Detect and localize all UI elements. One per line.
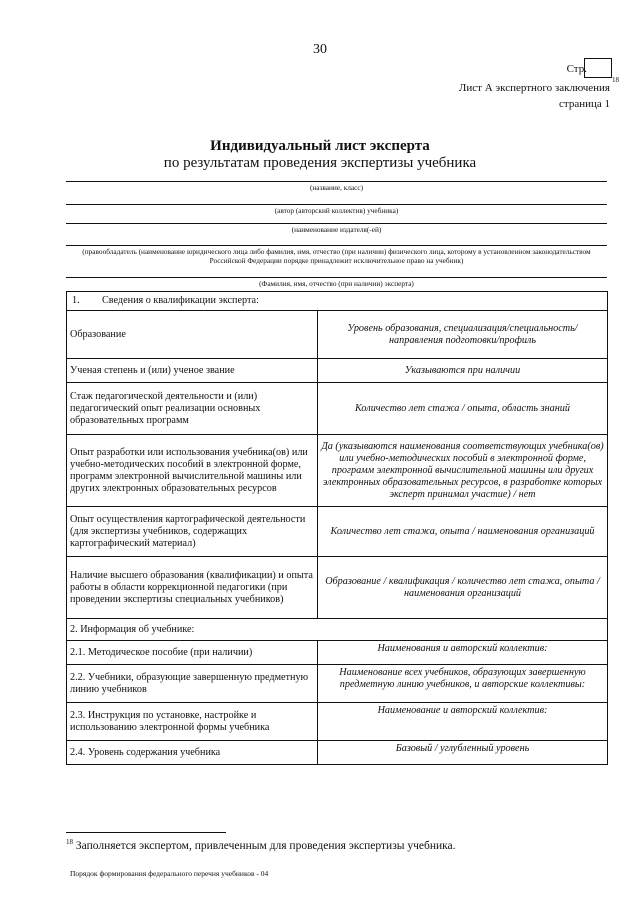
section2-header: 2. Информация об учебнике:	[67, 619, 608, 641]
footnote-mark: 18	[66, 838, 73, 846]
field-line-author	[66, 204, 607, 205]
row-label: Опыт осуществления картографической деятельности (для экспертизы учебников, содержащих картографический материал)	[67, 507, 318, 557]
caption-rights-holder: (правообладатель (наименование юридического лица либо фамилия, имя, отчество (при наличии) физического лица, которому в установленном законодательством Российской Федерации порядке принадлежит исключительное право на учебник)	[82, 247, 591, 265]
table-row	[67, 383, 608, 435]
row-label: Наличие высшего образования (квалификации) и опыта работы в области коррекционной педагогики (при проведении экспертизы специальных учебников)	[67, 557, 318, 619]
row-label: 2.1. Методическое пособие (при наличии)	[67, 641, 318, 665]
row-label: 2.4. Уровень содержания учебника	[67, 741, 318, 765]
field-line-publisher	[66, 223, 607, 224]
page-number-box	[584, 58, 612, 78]
row-label: Стаж педагогической деятельности и (или) педагогический опыт реализации основных образовательных программ	[67, 383, 318, 435]
document-title: Индивидуальный лист эксперта	[210, 138, 430, 154]
row-label: Ученая степень и (или) ученое звание	[67, 359, 318, 383]
page-line: страница 1	[559, 98, 610, 110]
row-value: Уровень образования, специализация/специальность/направления подготовки/профиль	[318, 311, 608, 359]
row-value: Наименование и авторский коллектив:	[318, 703, 608, 741]
caption-expert-name: (Фамилия, имя, отчество (при наличии) эксперта)	[259, 279, 414, 288]
row-value: Количество лет стажа, опыта / наименования организаций	[318, 507, 608, 557]
table-row	[67, 311, 608, 359]
expert-info-table	[66, 291, 608, 765]
sheet-title: Лист А экспертного заключения	[458, 82, 610, 94]
section1-number: 1.	[72, 295, 80, 306]
table-row	[67, 435, 608, 507]
page-label: Стр.	[566, 63, 587, 75]
row-value: Наименование всех учебников, образующих завершенную предметную линию учебников, и авторские коллективы:	[318, 665, 608, 703]
section1-title: Сведения о квалификации эксперта:	[102, 295, 259, 306]
table-row	[67, 665, 608, 703]
caption-name-class: (название, класс)	[309, 183, 364, 192]
row-label: 2.3. Инструкция по установке, настройке и использованию электронной формы учебника	[67, 703, 318, 741]
table-row	[67, 741, 608, 765]
footnote	[66, 838, 456, 852]
table-row	[67, 557, 608, 619]
page-footer: Порядок формирования федерального перечня учебников - 04	[70, 869, 269, 878]
row-label: 2.2. Учебники, образующие завершенную предметную линию учебников	[67, 665, 318, 703]
footnote-text: Заполняется экспертом, привлеченным для проведения экспертизы учебника.	[75, 839, 456, 852]
field-line-rights-holder	[66, 245, 607, 246]
row-value: Количество лет стажа / опыта, область знаний	[318, 383, 608, 435]
field-line-name	[66, 181, 607, 182]
footnote-mark-header: 18	[612, 76, 619, 84]
table-row	[67, 703, 608, 741]
page-number: 30	[313, 42, 327, 57]
caption-author: (автор (авторский коллектив) учебника)	[274, 206, 399, 215]
row-value: Образование / квалификация / количество лет стажа, опыта / наименования организаций	[318, 557, 608, 619]
row-value: Указываются при наличии	[318, 359, 608, 383]
row-label: Образование	[67, 311, 318, 359]
row-value: Да (указываются наименования соответствующих учебника(ов) или учебно-методических пособий в электронной форме, программ электронной вычислительной машины или других электронных образовательных ресурсов, в разработке которых эксперт принимал участие) / нет	[318, 435, 608, 507]
row-value: Наименования и авторский коллектив:	[318, 641, 608, 665]
document-subtitle: по результатам проведения экспертизы учебника	[163, 155, 477, 171]
section1-header	[67, 292, 608, 311]
table-row	[67, 641, 608, 665]
row-label: Опыт разработки или использования учебника(ов) или учебно-методических пособий в электронной форме, программ электронной вычислительной машины или других электронных образовательных ресурсов	[67, 435, 318, 507]
table-row	[67, 507, 608, 557]
table-row	[67, 359, 608, 383]
row-value: Базовый / углубленный уровень	[318, 741, 608, 765]
table-row-section2	[67, 619, 608, 641]
footnote-separator	[66, 832, 226, 833]
table-row-section1	[67, 292, 608, 311]
caption-publisher: (наименование издателя(-ей)	[291, 225, 382, 234]
field-line-expert	[66, 277, 607, 278]
